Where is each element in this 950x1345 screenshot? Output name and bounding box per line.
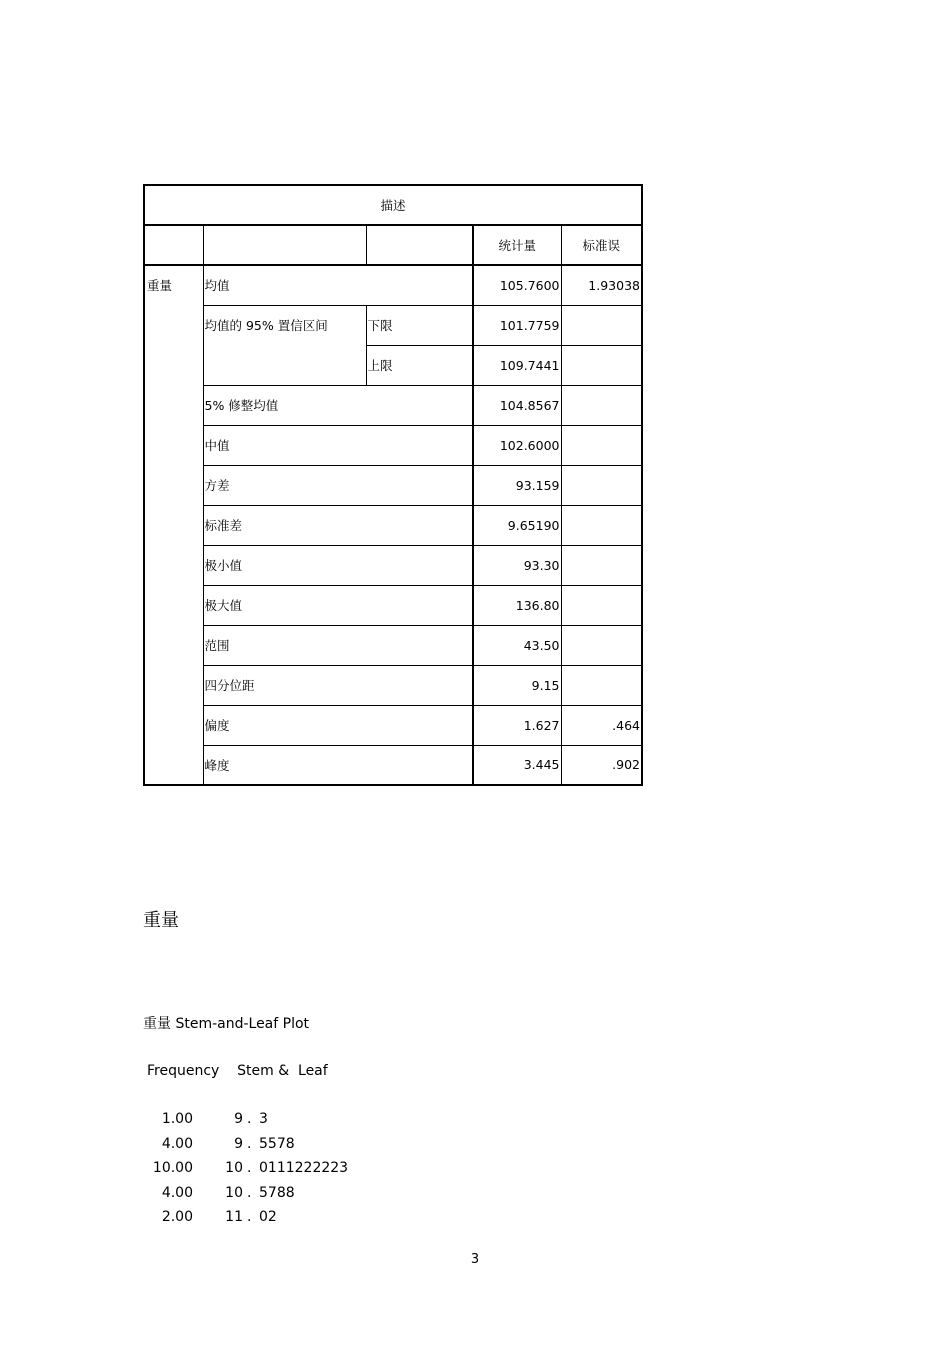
row-label-range: 范围 — [203, 625, 473, 665]
stat-ci-lower: 101.7759 — [473, 305, 561, 345]
stat-column-header: 统计量 — [473, 225, 561, 265]
se-iqr — [561, 665, 642, 705]
frequency-value: 4.00 — [161, 1135, 193, 1152]
se-kurtosis: .902 — [561, 745, 642, 785]
se-range — [561, 625, 642, 665]
frequency-value: 10.00 — [152, 1160, 193, 1177]
stat-variance: 93.159 — [473, 465, 561, 505]
se-median — [561, 425, 642, 465]
stem-leaf-plot-title: 重量 Stem-and-Leaf Plot — [143, 1016, 310, 1032]
se-variance — [561, 465, 642, 505]
stat-maximum: 136.80 — [473, 585, 561, 625]
row-label-variance: 方差 — [203, 465, 473, 505]
row-label-median: 中值 — [203, 425, 473, 465]
stat-std-dev: 9.65190 — [473, 505, 561, 545]
row-label-maximum: 极大值 — [203, 585, 473, 625]
descriptives-table — [143, 184, 643, 786]
row-label-mean: 均值 — [203, 265, 473, 305]
stat-range: 43.50 — [473, 625, 561, 665]
row-label-trimmed-mean: 5% 修整均值 — [203, 385, 473, 425]
row-label-ci: 均值的 95% 置信区间 — [203, 305, 366, 385]
se-skewness: .464 — [561, 705, 642, 745]
stem-separator: . — [247, 1160, 252, 1177]
row-label-std-dev: 标准差 — [203, 505, 473, 545]
stem-value: 9 — [234, 1111, 243, 1127]
se-minimum — [561, 545, 642, 585]
leaf-value: 02 — [259, 1209, 277, 1226]
frequency-value: 1.00 — [161, 1111, 193, 1127]
row-label-kurtosis: 峰度 — [203, 745, 473, 785]
row-label-skewness: 偏度 — [203, 705, 473, 745]
se-mean: 1.93038 — [561, 265, 642, 305]
stem-separator: . — [247, 1135, 252, 1152]
se-ci-lower — [561, 305, 642, 345]
stem-separator: . — [247, 1111, 252, 1127]
stat-minimum: 93.30 — [473, 545, 561, 585]
se-std-dev — [561, 505, 642, 545]
se-ci-upper — [561, 345, 642, 385]
variable-label: 重量 — [144, 265, 203, 785]
stat-ci-upper: 109.7441 — [473, 345, 561, 385]
stem-value: 11 — [225, 1209, 243, 1226]
stat-median: 102.6000 — [473, 425, 561, 465]
table-title: 描述 — [144, 185, 642, 225]
row-sublabel-upper: 上限 — [366, 345, 473, 385]
stat-mean: 105.7600 — [473, 265, 561, 305]
leaf-value: 3 — [259, 1111, 268, 1127]
stat-trimmed-mean: 104.8567 — [473, 385, 561, 425]
section-heading: 重量 — [143, 910, 179, 931]
stem-leaf-plot-header: Frequency Stem & Leaf — [147, 1063, 328, 1079]
row-label-minimum: 极小值 — [203, 545, 473, 585]
frequency-value: 2.00 — [161, 1209, 193, 1226]
frequency-value: 4.00 — [161, 1184, 193, 1201]
page-number: 3 — [470, 1252, 480, 1267]
stat-iqr: 9.15 — [473, 665, 561, 705]
stem-separator: . — [247, 1184, 252, 1201]
leaf-value: 5788 — [259, 1184, 295, 1201]
se-trimmed-mean — [561, 385, 642, 425]
se-column-header: 标准误 — [561, 225, 642, 265]
stat-kurtosis: 3.445 — [473, 745, 561, 785]
row-label-iqr: 四分位距 — [203, 665, 473, 705]
row-sublabel-lower: 下限 — [366, 305, 473, 345]
stem-value: 10 — [225, 1160, 243, 1177]
leaf-value: 5578 — [259, 1135, 295, 1152]
stem-value: 10 — [225, 1184, 243, 1201]
leaf-value: 0111222223 — [259, 1160, 349, 1177]
stem-value: 9 — [234, 1135, 243, 1152]
se-maximum — [561, 585, 642, 625]
stat-skewness: 1.627 — [473, 705, 561, 745]
stem-separator: . — [247, 1209, 252, 1226]
